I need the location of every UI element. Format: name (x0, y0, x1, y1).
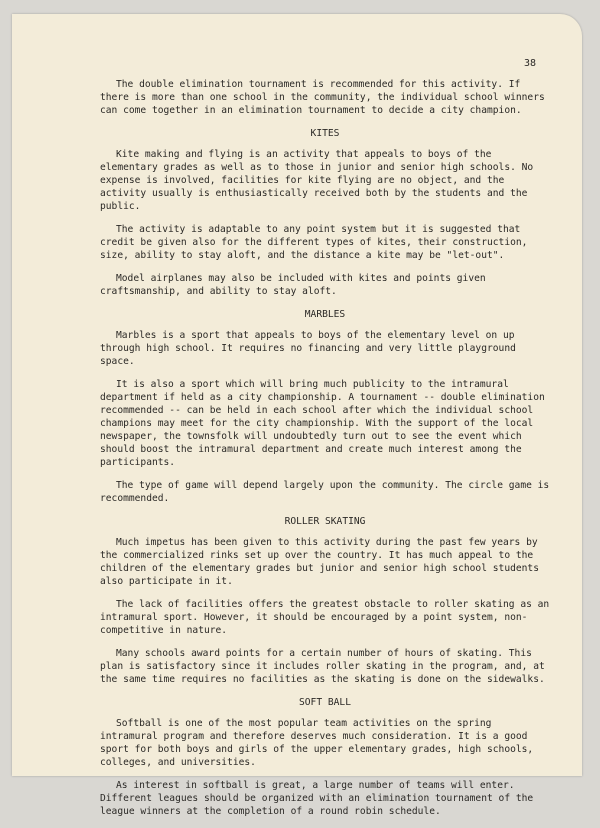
paragraph: Much impetus has been given to this activity during the past few years by the commercialized rinks set up over the country. It has much appeal to the children of the elementary grades but junior and senior high school students also participate in it. (100, 537, 539, 587)
paragraph: Model airplanes may also be included with kites and points given craftsmanship, and ability to stay aloft. (100, 273, 486, 297)
section-heading: ROLLER SKATING (284, 516, 366, 527)
document-page (12, 14, 582, 817)
section-heading: MARBLES (304, 309, 346, 320)
paragraph: Softball is one of the most popular team activities on the spring intramural program and therefore deserves much consideration. It is a good sport for both boys and girls of the upper elementary grades, high schools, colleges, and universities. (100, 718, 534, 768)
page-number: 38 (524, 58, 537, 69)
intro-paragraph: The double elimination tournament is recommended for this activity. If there is more than one school in the community, the individual school winners can come together in an elimination tournament to decide a city champion. (100, 79, 545, 116)
paragraph: As interest in softball is great, a large number of teams will enter. Different leagues should be organized with an elimination tournament of the league winners at the completion of a round robin schedule. (100, 780, 534, 817)
section-heading: SOFT BALL (299, 697, 351, 708)
paragraph: Marbles is a sport that appeals to boys of the elementary level on up through high school. It requires no financing and very little playground space. (100, 330, 516, 367)
paragraph: The lack of facilities offers the greatest obstacle to roller skating as an intramural sport. However, it should be encouraged by a point system, non-competitive in nature. (100, 599, 550, 636)
paragraph: Many schools award points for a certain number of hours of skating. This plan is satisfactory since it includes roller skating in the program, and, at the same time requires no facilities as the skating is done on the sidewalks. (100, 648, 545, 685)
page-body (100, 78, 550, 828)
section-marbles (100, 308, 550, 505)
section-kites (100, 127, 550, 298)
paragraph: Kite making and flying is an activity that appeals to boys of the elementary grades as well as to those in junior and senior high schools. No expense is involved, facilities for kite flying are no object, and the activity usually is enthusiastically received both by the students and the public. (100, 149, 534, 212)
section-roller-skating (100, 515, 550, 686)
paragraph: The type of game will depend largely upon the community. The circle game is recommended. (100, 480, 550, 504)
paragraph: The activity is adaptable to any point system but it is suggested that credit be given also for the different types of kites, their construction, size, ability to stay aloft, and the distance a kite may be "let-out". (100, 224, 528, 261)
section-soft-ball (100, 696, 550, 818)
paragraph: It is also a sport which will bring much publicity to the intramural department if held as a city championship. A tournament -- double elimination recommended -- can be held in each school after which the individual school champions may meet for the city championship. With the support of the local newspaper, the townsfolk will undoubtedly turn out to see the event which should boost the intramural department and create much interest among the participants. (100, 379, 545, 468)
section-heading: KITES (310, 128, 340, 139)
